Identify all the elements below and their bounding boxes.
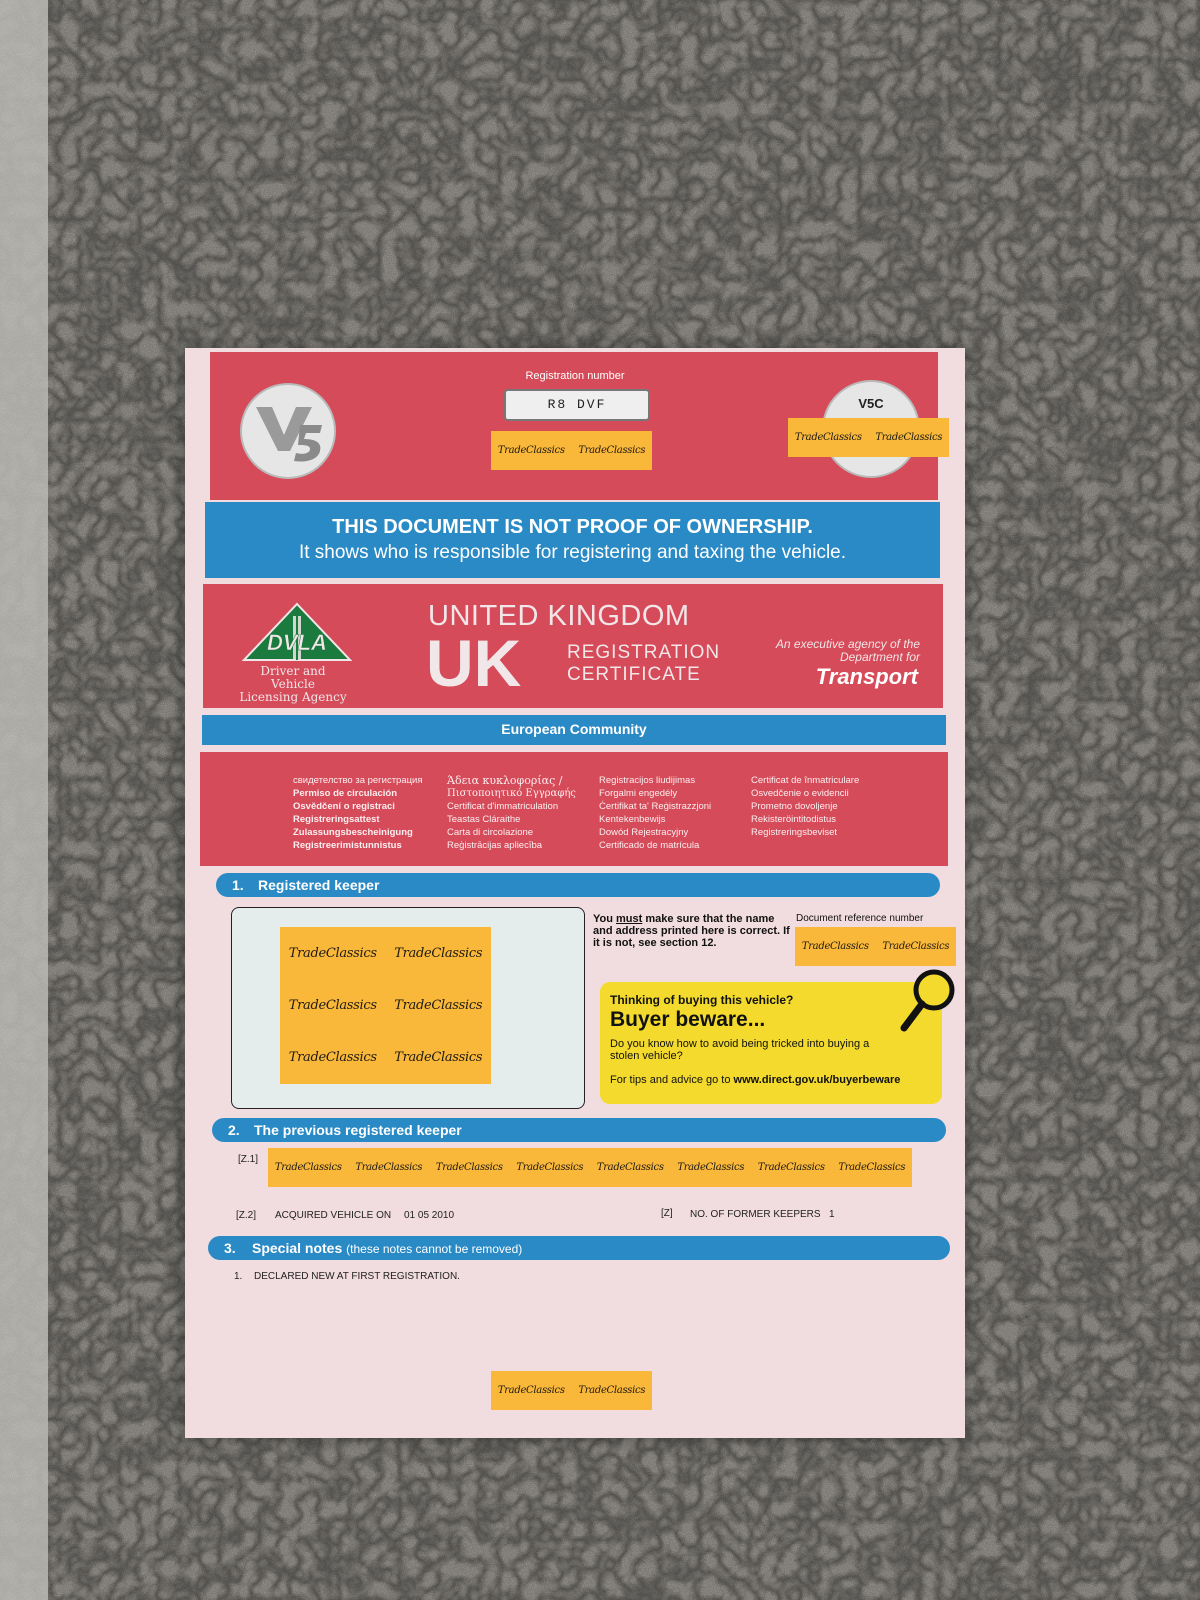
special-note-text: DECLARED NEW AT FIRST REGISTRATION. (254, 1271, 460, 1282)
v5-logo-icon (242, 385, 334, 477)
sticker-text: TradeClassics (394, 997, 483, 1013)
certificate-word: CERTIFICATE (567, 664, 701, 685)
dvla-line-2: Licensing Agency (239, 690, 347, 704)
dvla-name (238, 665, 348, 704)
sticker-text: TradeClassics (288, 1050, 377, 1066)
lang-item: Teastas Cláraithe (447, 814, 521, 825)
lang-item: Forgalmi engedély (599, 788, 678, 799)
sticker-text: TradeClassics (497, 445, 565, 456)
lang-item: Rekisteröintitodistus (751, 814, 837, 825)
lang-item: свидетелство за регистрация (293, 775, 423, 786)
redaction-sticker-previous-keeper (268, 1148, 912, 1187)
registration-number: R8 DVF (504, 389, 650, 421)
sticker-text: TradeClassics (794, 432, 862, 443)
dvla-triangle-logo (242, 602, 352, 664)
sticker-text: TradeClassics (435, 1162, 503, 1173)
registration-label: Registration number (525, 370, 625, 382)
z-label: [Z] (661, 1208, 673, 1219)
lang-item: Osvědčení o registraci (293, 801, 395, 812)
lang-item: Ċertifikat ta' Reġistrazzjoni (599, 801, 712, 812)
notice-line-2: It shows who is responsible for registering and taxing the vehicle. (298, 542, 847, 563)
lang-item: Permiso de circulación (293, 788, 398, 799)
buyer-tip-prefix: For tips and advice go to (610, 1074, 734, 1086)
section-1-number: 1. (232, 877, 244, 893)
section-3-number: 3. (224, 1240, 236, 1256)
former-keepers-label: NO. OF FORMER KEEPERS (690, 1209, 821, 1220)
document-reference-label: Document reference number (796, 913, 924, 924)
acquired-date: 01 05 2010 (404, 1210, 455, 1221)
special-note-number: 1. (234, 1271, 243, 1282)
section-3-title (252, 1240, 522, 1256)
lang-item: Certificat de înmatriculare (751, 775, 860, 786)
sticker-text: TradeClassics (882, 941, 950, 952)
european-community-band (202, 715, 946, 745)
buyer-question: Thinking of buying this vehicle? (610, 993, 794, 1007)
lang-item: Registracijos liudijimas (599, 775, 696, 786)
former-keepers-count: 1 (829, 1209, 835, 1220)
section-3-subtitle: (these notes cannot be removed) (346, 1242, 523, 1256)
buyer-beware-panel (600, 982, 942, 1104)
sticker-text: TradeClassics (394, 1050, 483, 1066)
must-word: must (616, 913, 643, 925)
section-2-title: The previous registered keeper (254, 1122, 462, 1138)
z2-label: [Z.2] (236, 1210, 257, 1221)
lang-item: Registreringsbeviset (751, 827, 838, 838)
sticker-text: TradeClassics (801, 941, 869, 952)
sticker-text: TradeClassics (875, 432, 943, 443)
lang-item: Zulassungsbescheinigung (293, 827, 413, 838)
lang-item: Certificat d'immatriculation (447, 801, 559, 812)
lang-item: Reģistrācijas apliecība (447, 840, 543, 851)
buyer-tip-url: www.direct.gov.uk/buyerbeware (733, 1074, 901, 1086)
uk-title: UNITED KINGDOM (428, 600, 690, 632)
sticker-text: TradeClassics (516, 1162, 584, 1173)
lang-item: Osvedčenie o evidencii (751, 788, 849, 799)
form-code: V5C (858, 396, 884, 411)
language-column-4 (751, 774, 859, 839)
acquired-label: ACQUIRED VEHICLE ON (275, 1210, 392, 1221)
lang-item: Certificado de matrícula (599, 840, 700, 851)
must-rest: make sure that the name and address printed here is correct. If it is not, see section 12. (593, 913, 790, 949)
section-2-header (212, 1118, 946, 1142)
uk-abbrev: UK (426, 626, 522, 700)
language-column-3 (599, 774, 711, 852)
sticker-text: TradeClassics (757, 1162, 825, 1173)
dvla-logo-text: DVLA (267, 630, 327, 655)
sticker-text: TradeClassics (677, 1162, 745, 1173)
european-community-label: European Community (501, 721, 647, 737)
sticker-text: TradeClassics (596, 1162, 664, 1173)
z1-label: [Z.1] (238, 1154, 259, 1165)
buyer-body: Do you know how to avoid being tricked into buying a stolen vehicle? (610, 1038, 870, 1062)
sticker-text: TradeClassics (355, 1162, 423, 1173)
v5-logo-circle (240, 383, 336, 479)
buyer-tip (610, 1074, 900, 1086)
section-3-header (208, 1236, 950, 1260)
section-1-title: Registered keeper (258, 877, 380, 893)
sticker-text: TradeClassics (578, 1385, 646, 1396)
language-column-2 (447, 774, 576, 852)
section-2-number: 2. (228, 1122, 240, 1138)
sticker-text: TradeClassics (578, 445, 646, 456)
ownership-notice-band (205, 502, 940, 578)
must-you: You (593, 913, 617, 925)
magnifier-icon (896, 966, 958, 1036)
lang-item: Carta di circolazione (447, 827, 534, 838)
sticker-text: TradeClassics (288, 945, 377, 961)
keeper-correctness-note (593, 913, 793, 949)
notice-line-1: THIS DOCUMENT IS NOT PROOF OF OWNERSHIP. (332, 516, 813, 538)
transport-label: Transport (815, 664, 918, 689)
redaction-sticker-top-center (491, 431, 652, 470)
buyer-headline: Buyer beware... (610, 1008, 766, 1031)
lang-item: Kentekenbewijs (599, 814, 666, 825)
lang-item: Prometno dovoljenje (751, 801, 838, 812)
sticker-text: TradeClassics (274, 1162, 342, 1173)
language-column-1 (293, 774, 423, 852)
lang-item: Dowód Rejestracyjny (599, 827, 689, 838)
lang-item: Πιστοποιητικό Εγγραφής (447, 788, 576, 799)
redaction-sticker-docref (795, 927, 956, 966)
sticker-text: TradeClassics (497, 1385, 565, 1396)
executive-agency-text: An executive agency of the Department for (775, 637, 920, 664)
redaction-sticker-keeper-address (280, 927, 491, 1084)
sticker-text: TradeClassics (288, 997, 377, 1013)
redaction-sticker-top-right (788, 418, 949, 457)
lang-item: Registreringsattest (293, 814, 380, 825)
lang-item: Άδεια κυκλοφορίας / (447, 774, 563, 787)
dvla-line-1: Driver and Vehicle (260, 664, 326, 691)
registration-word: REGISTRATION (567, 642, 721, 663)
sticker-text: TradeClassics (394, 945, 483, 961)
redaction-sticker-bottom (491, 1371, 652, 1410)
lang-item: Registreerimistunnistus (293, 840, 402, 851)
sticker-text: TradeClassics (838, 1162, 906, 1173)
section-3-title-text: Special notes (252, 1240, 343, 1256)
section-1-header (216, 873, 940, 897)
